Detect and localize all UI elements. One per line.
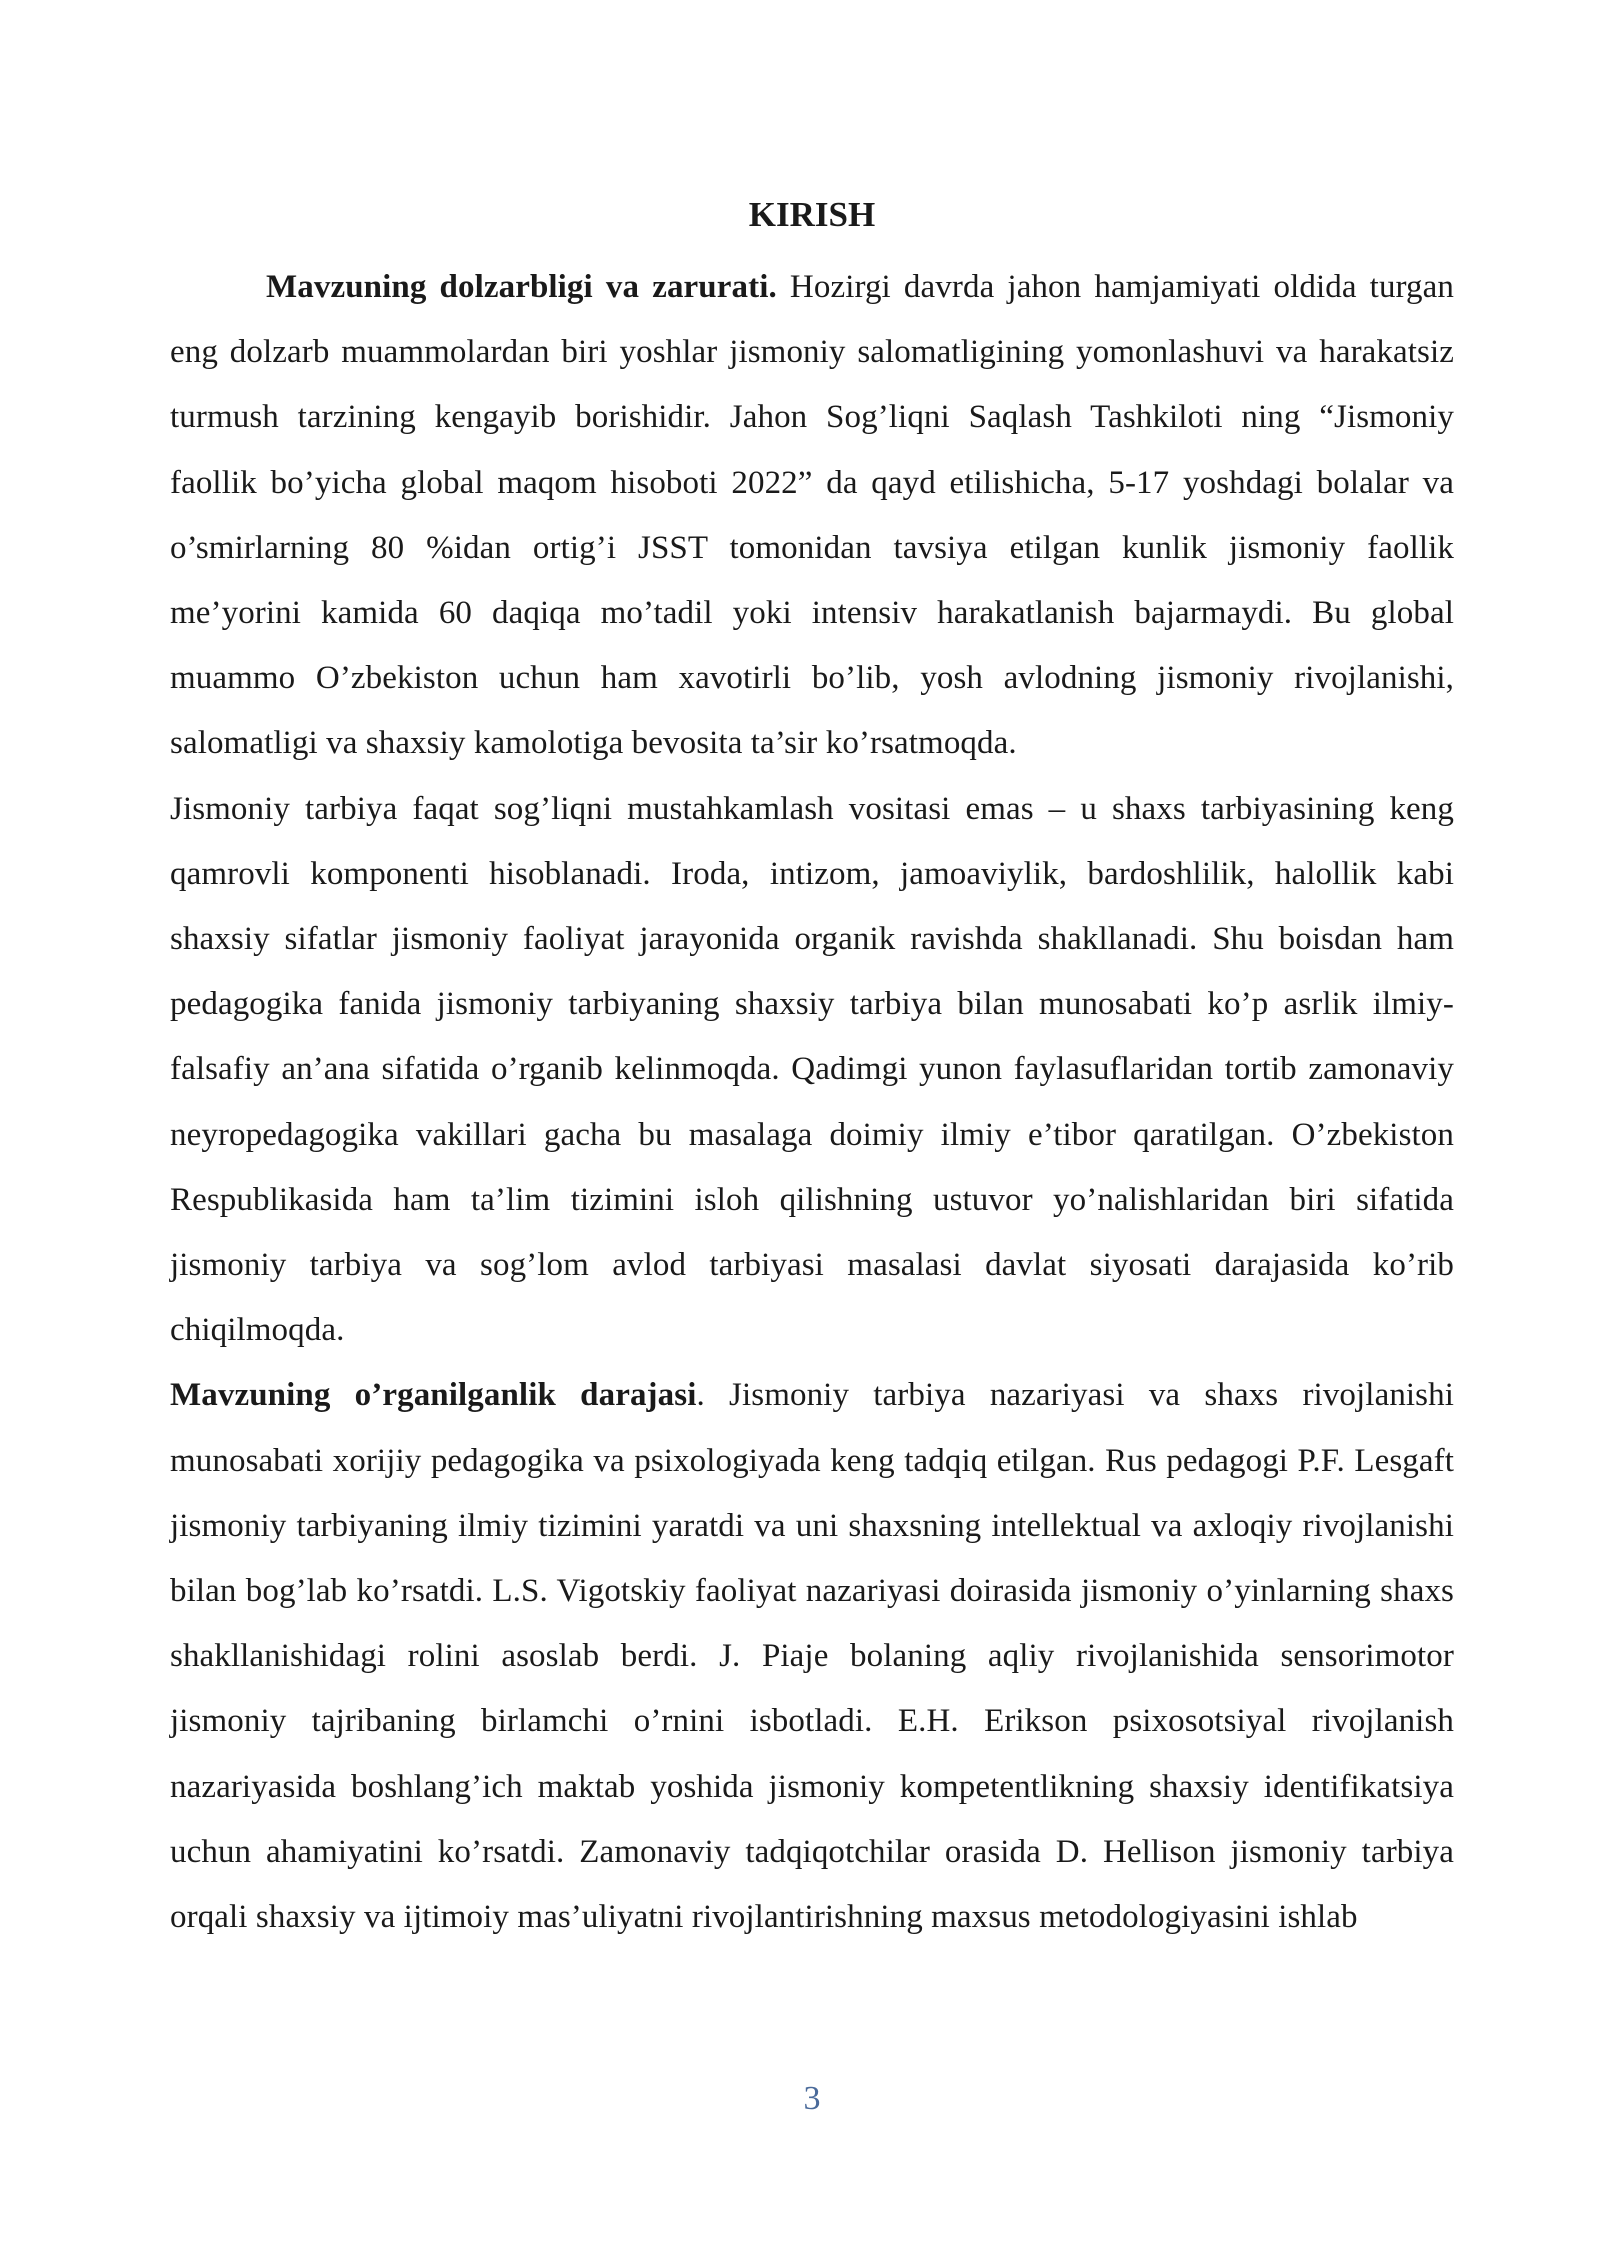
paragraph-research-level xyxy=(170,1363,1454,1950)
paragraph-text: . Jismoniy tarbiya nazariyasi va shaxs rivojlanishi munosabati xorijiy pedagogika va psixologiyada keng tadqiq etilgan. Rus pedagogi P.F. Lesgaft jismoniy tarbiyaning ilmiy tizimini yaratdi va uni shaxsning intellektual va axloqiy rivojlanishi bilan bog’lab ko’rsatdi. L.S. Vigotskiy faoliyat nazariyasi doirasida jismoniy o’yinlarning shaxs shakllanishidagi rolini asoslab berdi. J. Piaje bolaning aqliy rivojlanishida sensorimotor jismoniy tajribaning birlamchi o’rnini isbotladi. E.H. Erikson psixosotsiyal rivojlanish nazariyasida boshlang’ich maktab yoshida jismoniy kompetentlikning shaxsiy identifikatsiya uchun ahamiyatini ko’rsatdi. Zamonaviy tadqiqotchilar orasida D. Hellison jismoniy tarbiya orqali shaxsiy va ijtimoiy mas’uliyatni rivojlantirishning maxsus metodologiyasini ishlab xyxy=(170,1377,1454,1936)
page-number: 3 xyxy=(803,2080,821,2117)
paragraph-text: Hozirgi davrda jahon hamjamiyati oldida turgan eng dolzarb muammolardan biri yoshlar jismoniy salomatligining yomonlashuvi va harakatsiz turmush tarzining kengayib borishidir. Jahon Sog’liqni Saqlash Tashkiloti ning “Jismoniy faollik bo’yicha global maqom hisoboti 2022” da qayd etilishicha, 5-17 yoshdagi bolalar va o’smirlarning 80 %idan ortig’i JSST tomonidan tavsiya etilgan kunlik jismoniy faollik me’yorini kamida 60 daqiqa mo’tadil yoki intensiv harakatlanish bajarmaydi. Bu global muammo O’zbekiston uchun ham xavotirli bo’lib, yosh avlodning jismoniy rivojlanishi, salomatligi va shaxsiy kamolotiga bevosita ta’sir ko’rsatmoqda. xyxy=(170,269,1454,762)
paragraph-lead: Mavzuning o’rganilganlik darajasi xyxy=(170,1377,697,1414)
paragraph-text: Jismoniy tarbiya faqat sog’liqni mustahkamlash vositasi emas – u shaxs tarbiyasining keng qamrovli komponenti hisoblanadi. Iroda, intizom, jamoaviylik, bardoshlilik, halollik kabi shaxsiy sifatlar jismoniy faoliyat jarayonida organik ravishda shakllanadi. Shu boisdan ham pedagogika fanida jismoniy tarbiyaning shaxsiy tarbiya bilan munosabati ko’p asrlik ilmiy-falsafiy an’ana sifatida o’rganib kelinmoqda. Qadimgi yunon faylasuflaridan tortib zamonaviy neyropedagogika vakillari gacha bu masalaga doimiy ilmiy e’tibor qaratilgan. O’zbekiston Respublikasida ham ta’lim tizimini isloh qilishning ustuvor yo’nalishlaridan biri sifatida jismoniy tarbiya va sog’lom avlod tarbiyasi masalasi davlat siyosati darajasida ko’rib chiqilmoqda. xyxy=(170,790,1454,1349)
document-page xyxy=(170,190,1454,1950)
paragraph-lead: Mavzuning dolzarbligi va zarurati. xyxy=(266,269,777,305)
section-heading: KIRISH xyxy=(748,195,876,234)
paragraph-physical-education xyxy=(170,777,1454,1364)
paragraph-relevance xyxy=(170,255,1454,777)
